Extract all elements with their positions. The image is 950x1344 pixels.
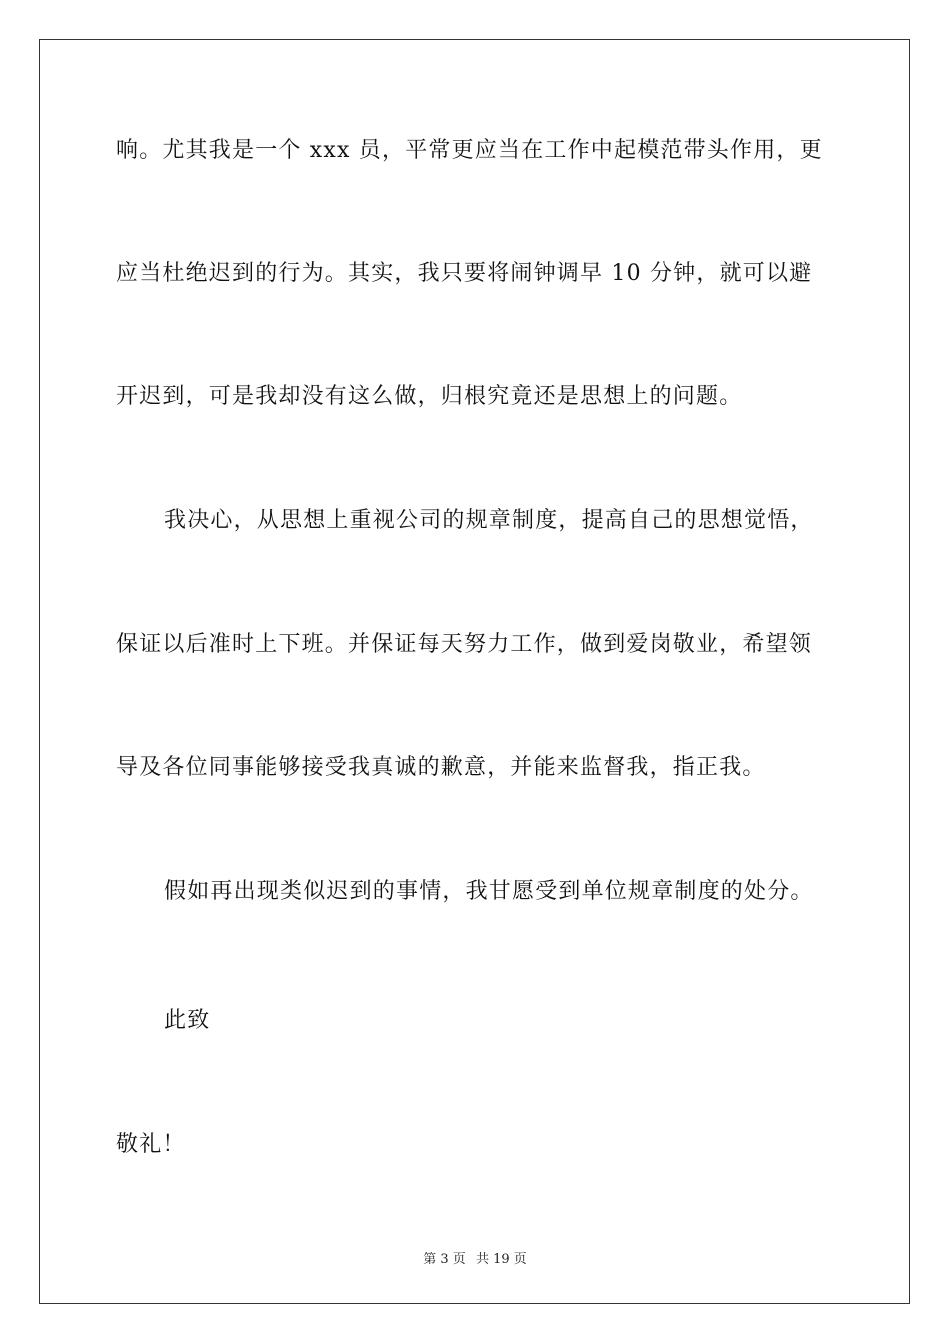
page-frame — [39, 39, 910, 1304]
closing-line: 此致 — [164, 1008, 211, 1033]
body-line-4: 我决心，从思想上重视公司的规章制度，提高自己的思想觉悟， — [164, 508, 814, 533]
salutation-line: 敬礼！ — [116, 1132, 186, 1157]
body-line-3: 开迟到，可是我却没有这么做，归根究竟还是思想上的问题。 — [116, 384, 743, 409]
body-line-6: 导及各位同事能够接受我真诚的歉意，并能来监督我，指正我。 — [116, 755, 766, 780]
page-footer — [0, 1248, 950, 1267]
body-line-2: 应当杜绝迟到的行为。其实，我只要将闹钟调早 10 分钟，就可以避 — [116, 261, 813, 286]
body-line-7: 假如再出现类似迟到的事情，我甘愿受到单位规章制度的处分。 — [164, 879, 814, 904]
page-number: 第 3 页 — [423, 1252, 466, 1267]
body-line-1: 响。尤其我是一个 xxx 员，平常更应当在工作中起模范带头作用，更 — [116, 138, 823, 163]
page-total: 共 19 页 — [475, 1252, 527, 1267]
body-line-5: 保证以后准时上下班。并保证每天努力工作，做到爱岗敬业，希望领 — [116, 632, 813, 657]
